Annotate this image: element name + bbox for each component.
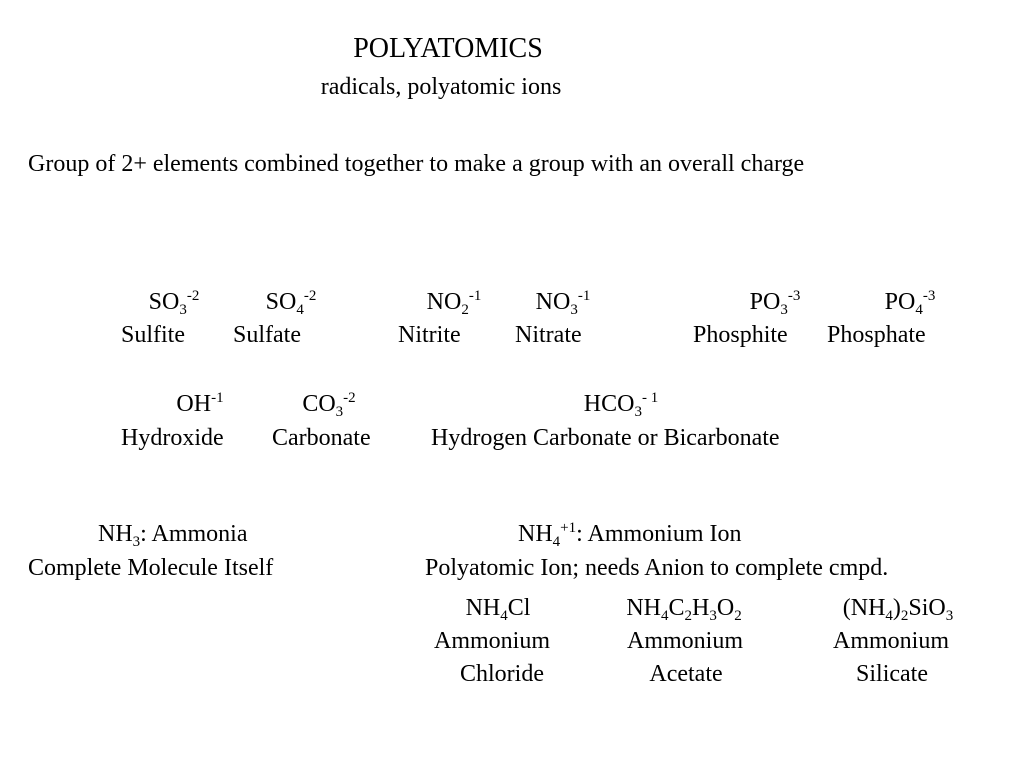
ammonia-heading: $NH_3$: Ammonia (98, 521, 248, 550)
sulfate-name: Sulfate (233, 322, 301, 348)
carbonate-formula: $CO_3^{-2}$ (302, 390, 356, 420)
ammonium-silicate-name-line1: Ammonium (832, 628, 950, 654)
page-subtitle: radicals, polyatomic ions (320, 74, 562, 100)
ammonium-acetate-name-line2: Acetate (649, 661, 723, 687)
sulfite-formula: $SO_3^{-2}$ (148, 288, 200, 318)
nitrite-formula: $NO_2^{-1}$ (426, 288, 482, 318)
phosphate-name: Phosphate (827, 322, 926, 348)
ammonium-acetate-formula: $NH_4C_2H_3O_2$ (626, 595, 742, 624)
bicarbonate-formula: $HCO_3^{- 1}$ (583, 390, 659, 420)
nitrate-name: Nitrate (515, 322, 582, 348)
hydroxide-formula: $OH^{-1}$ (176, 390, 224, 417)
ammonium-description: Polyatomic Ion; needs Anion to complete cmpd. (425, 555, 889, 581)
definition-text: Group of 2+ elements combined together to make a group with an overall charge (28, 151, 805, 177)
phosphate-formula: $PO_4^{-3}$ (884, 288, 936, 318)
ammonium-silicate-name-line2: Silicate (856, 661, 928, 687)
ammonium-chloride-name-line2: Chloride (460, 661, 544, 687)
ammonium-chloride-formula: $NH_4Cl$ (465, 595, 531, 624)
page-title: POLYATOMICS (353, 33, 543, 64)
bicarbonate-name: Hydrogen Carbonate or Bicarbonate (431, 425, 780, 451)
phosphite-name: Phosphite (693, 322, 788, 348)
hydroxide-name: Hydroxide (121, 425, 224, 451)
ammonium-silicate-formula: $(NH_4)_2SiO_3$ (842, 595, 954, 624)
nitrite-name: Nitrite (398, 322, 461, 348)
ammonium-chloride-name-line1: Ammonium (433, 628, 551, 654)
sulfate-formula: $SO_4^{-2}$ (265, 288, 317, 318)
sulfite-name: Sulfite (121, 322, 185, 348)
ammonium-acetate-name-line1: Ammonium (626, 628, 744, 654)
ammonia-description: Complete Molecule Itself (28, 555, 274, 581)
phosphite-formula: $PO_3^{-3}$ (749, 288, 801, 318)
ammonium-heading: $NH_4^{+1}$: Ammonium Ion (518, 520, 742, 550)
nitrate-formula: $NO_3^{-1}$ (535, 288, 591, 318)
carbonate-name: Carbonate (272, 425, 371, 451)
